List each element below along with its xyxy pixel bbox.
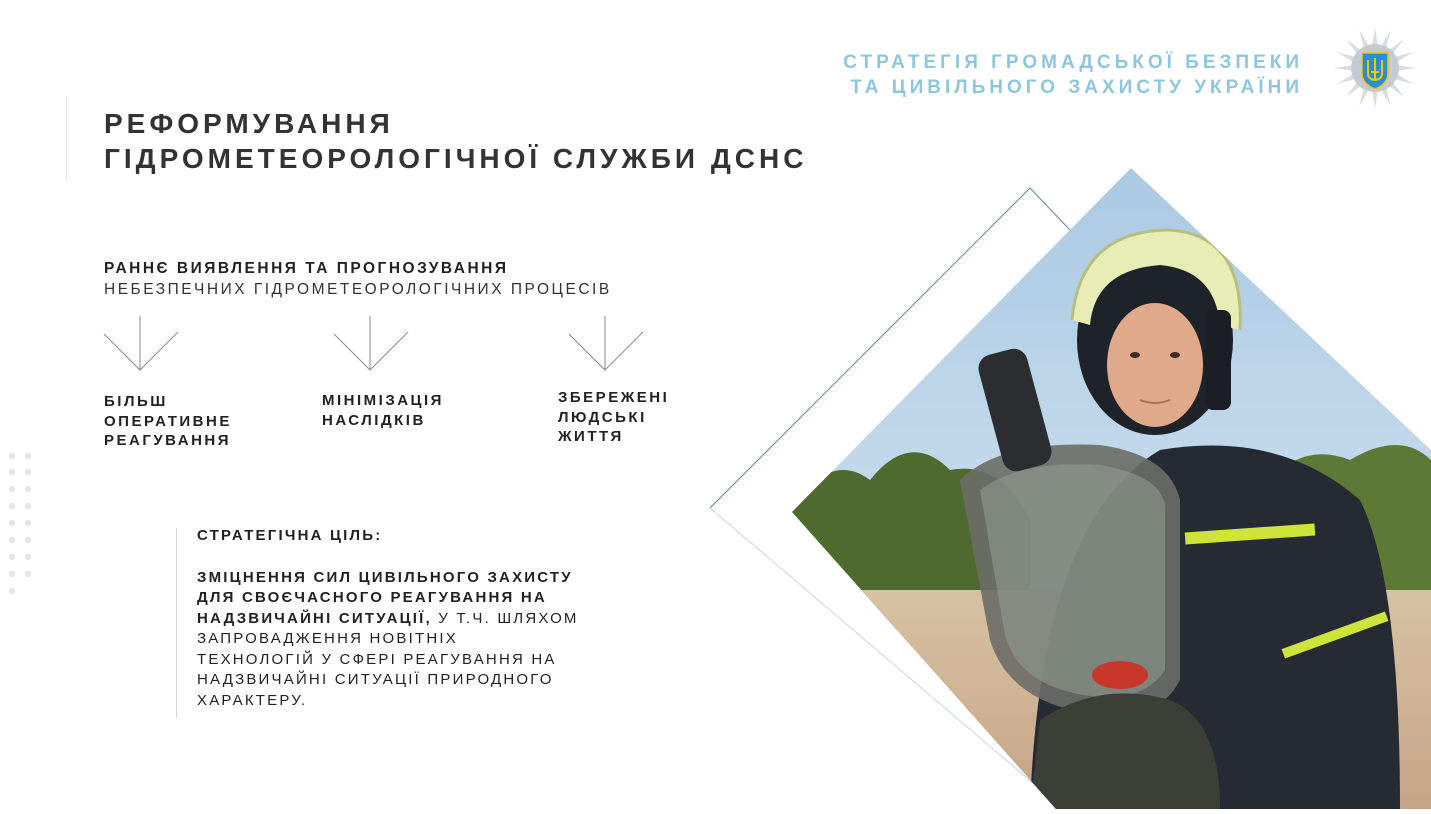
outcome-minimize-consequences: [322, 391, 444, 430]
down-arrow-icon: [567, 314, 647, 374]
goal-divider: [176, 528, 177, 718]
outcome-faster-response: [104, 392, 232, 451]
goal-text-line: [197, 609, 737, 630]
goal-text-line: ДЛЯ СВОЄЧАСНОГО РЕАГУВАННЯ НА: [197, 589, 547, 606]
goal-regular-span: У Т.Ч. ШЛЯХОМ: [431, 609, 579, 627]
brand-line-1: СТРАТЕГІЯ ГРОМАДСЬКОЇ БЕЗПЕКИ: [843, 52, 1303, 73]
outcome-line: БІЛЬШ: [104, 393, 168, 410]
goal-heading: СТРАТЕГІЧНА ЦІЛЬ:: [197, 527, 383, 544]
goal-text-line: ЗМІЦНЕННЯ СИЛ ЦИВІЛЬНОГО ЗАХИСТУ: [197, 568, 573, 586]
outcome-line: РЕАГУВАННЯ: [104, 432, 232, 449]
outcome-line: ЖИТТЯ: [558, 428, 624, 445]
section-subheading: НЕБЕЗПЕЧНИХ ГІДРОМЕТЕОРОЛОГІЧНИХ ПРОЦЕСІВ: [104, 281, 612, 298]
down-arrow-icon: [102, 314, 182, 374]
outcome-line: ОПЕРАТИВНЕ: [104, 412, 232, 430]
goal-text-line: НАДЗВИЧАЙНІ СИТУАЦІЇ ПРИРОДНОГО: [197, 671, 554, 688]
goal-text-line: ЗАПРОВАДЖЕННЯ НОВІТНІХ: [197, 630, 458, 647]
outcome-line: МІНІМІЗАЦІЯ: [322, 392, 444, 409]
dotted-grid-decoration: [8, 452, 36, 597]
strategy-brand-title: [843, 50, 1303, 100]
goal-bold-span: НАДЗВИЧАЙНІ СИТУАЦІЇ,: [197, 609, 432, 627]
title-line-1: РЕФОРМУВАННЯ: [104, 108, 394, 139]
outcome-line: НАСЛІДКІВ: [322, 411, 426, 429]
down-arrow-icon: [332, 314, 412, 374]
goal-text-line: ТЕХНОЛОГІЙ У СФЕРІ РЕАГУВАННЯ НА: [197, 650, 557, 668]
title-divider: [66, 96, 67, 180]
firefighter-photo: [700, 160, 1431, 809]
outcome-saved-lives: [558, 388, 669, 447]
outcome-line: ЛЮДСЬКІ: [558, 408, 647, 426]
title-line-2: ГІДРОМЕТЕОРОЛОГІЧНОЇ СЛУЖБИ ДСНС: [104, 143, 808, 174]
outcome-line: ЗБЕРЕЖЕНІ: [558, 389, 670, 406]
brand-line-2: ТА ЦИВІЛЬНОГО ЗАХИСТУ УКРАЇНИ: [850, 77, 1303, 98]
ukraine-trident-star-emblem-icon: [1333, 26, 1417, 110]
strategic-goal-block: [197, 526, 737, 711]
goal-text-line: ХАРАКТЕРУ.: [197, 691, 308, 709]
section-heading: РАННЄ ВИЯВЛЕННЯ ТА ПРОГНОЗУВАННЯ: [104, 260, 509, 277]
